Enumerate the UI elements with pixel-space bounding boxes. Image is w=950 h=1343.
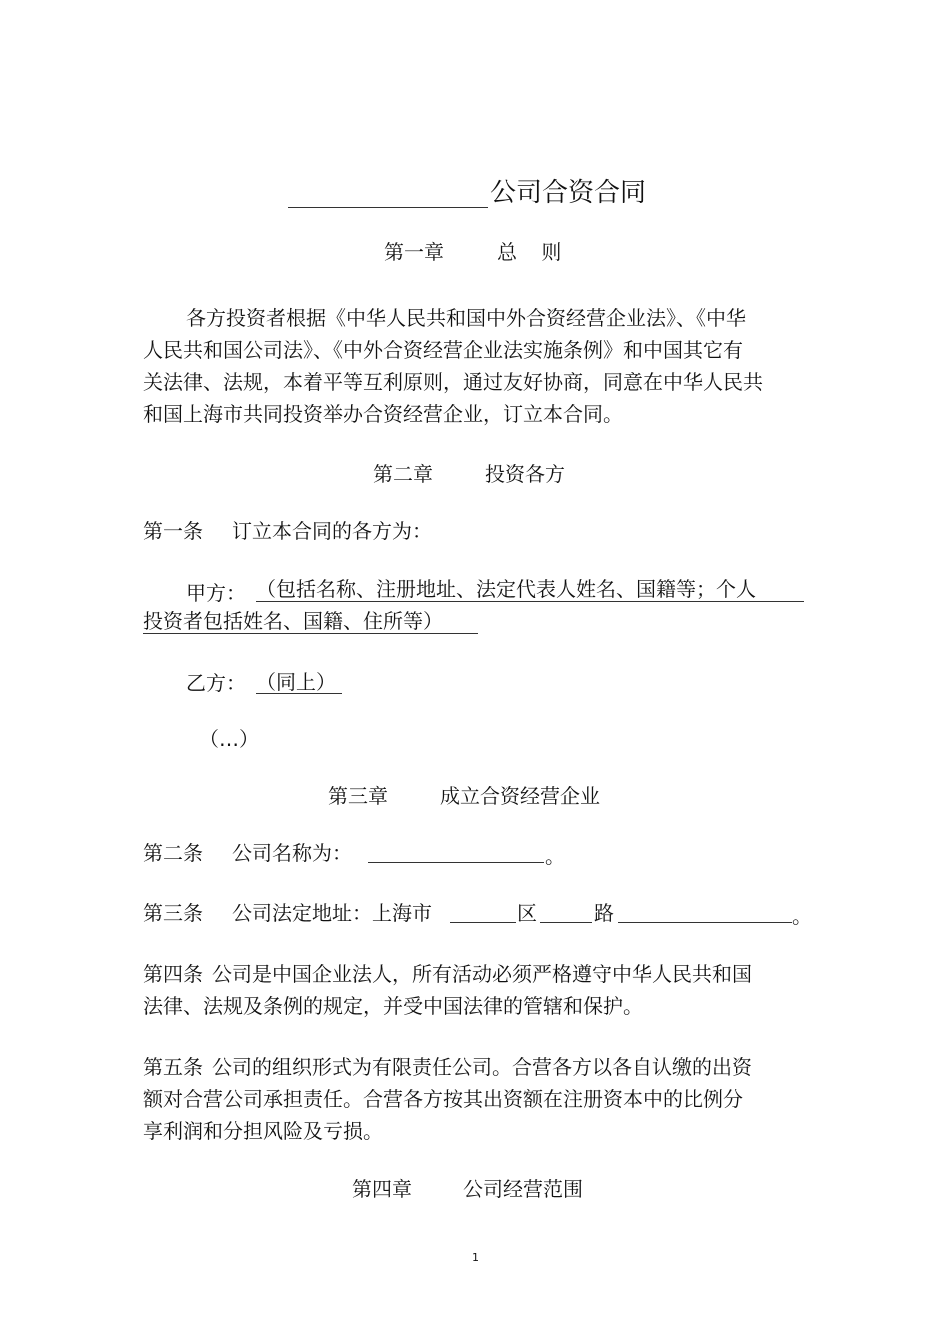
chapter-3-heading: 第三章 [328, 784, 388, 808]
article-2-text: 公司名称为： [232, 841, 352, 865]
chapter-4-name: 公司经营范围 [463, 1177, 583, 1201]
article-4-line-2: 法律、法规及条例的规定，并受中国法律的管辖和保护。 [143, 994, 643, 1018]
chapter-1-heading: 第一章 [384, 240, 444, 264]
article-2-label: 第二条 [143, 841, 203, 865]
chapter-1-name: 总 则 [497, 240, 562, 264]
article-5-line-2: 额对合营公司承担责任。合营各方按其出资额在注册资本中的比例分 [143, 1087, 743, 1111]
party-b-text: （同上） [256, 671, 342, 694]
document-title: 公司合资合同 [490, 178, 647, 208]
party-ellipsis: （…） [199, 727, 259, 751]
article-4-line-1: 公司是中国企业法人，所有活动必须严格遵守中华人民共和国 [212, 962, 752, 986]
article-2-end: 。 [545, 844, 565, 868]
chapter-2-heading: 第二章 [373, 462, 433, 486]
preamble-line-2: 人民共和国公司法》、《中外合资经营企业法实施条例》和中国其它有 [143, 338, 743, 362]
chapter-2-name: 投资各方 [485, 462, 565, 486]
article-1-text: 订立本合同的各方为： [232, 519, 432, 543]
article-1-label: 第一条 [143, 519, 203, 543]
article-3-label: 第三条 [143, 901, 203, 925]
district-blank [450, 922, 516, 923]
party-b-label: 乙方： [186, 671, 246, 695]
road-blank [540, 922, 592, 923]
preamble-line-4: 和国上海市共同投资举办合资经营企业，订立本合同。 [143, 402, 623, 426]
article-5-label: 第五条 [143, 1055, 203, 1079]
address-blank [618, 922, 792, 923]
company-name-blank [368, 862, 544, 863]
article-3-text: 公司法定地址：上海市 [232, 901, 432, 925]
page-number: 1 [472, 1251, 479, 1264]
preamble-line-1: 各方投资者根据《中华人民共和国中外合资经营企业法》、《中华 [186, 306, 746, 330]
article-5-line-3: 享利润和分担风险及亏损。 [143, 1119, 383, 1143]
party-a-label: 甲方： [186, 581, 246, 605]
party-a-line-1: （包括名称、注册地址、法定代表人姓名、国籍等；个人 [256, 577, 804, 602]
title-blank-line [288, 207, 488, 208]
preamble-line-3: 关法律、法规，本着平等互利原则，通过友好协商，同意在中华人民共 [143, 370, 763, 394]
article-3-district: 区 [517, 901, 537, 925]
chapter-3-name: 成立合资经营企业 [440, 784, 600, 808]
article-3-road: 路 [594, 901, 614, 925]
article-3-end: 。 [792, 904, 812, 928]
article-4-label: 第四条 [143, 962, 203, 986]
article-5-line-1: 公司的组织形式为有限责任公司。合营各方以各自认缴的出资 [212, 1055, 752, 1079]
chapter-4-heading: 第四章 [352, 1177, 412, 1201]
party-a-line-2: 投资者包括姓名、国籍、住所等） [143, 609, 478, 634]
